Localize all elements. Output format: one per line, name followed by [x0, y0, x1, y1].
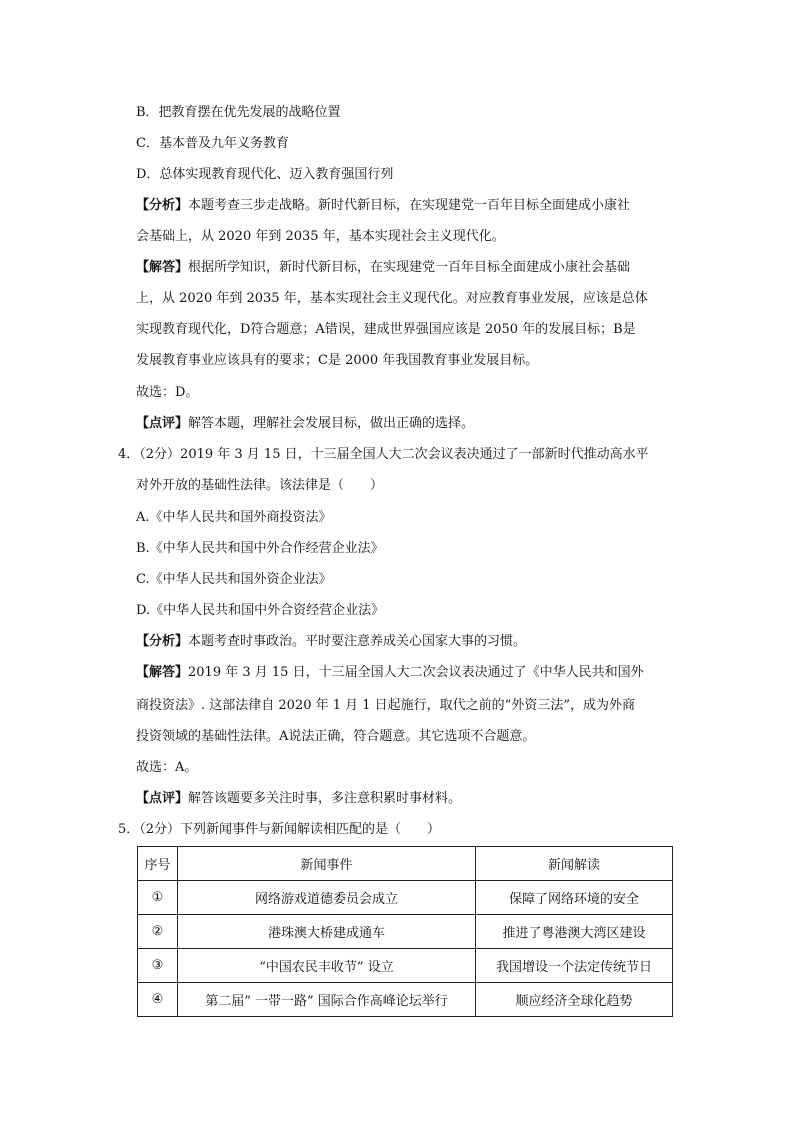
table-row [138, 983, 673, 1017]
row-event: 港珠澳大桥建成通车 [178, 915, 476, 949]
q4-option-b: B.《中华人民共和国中外合作经营企业法》 [136, 541, 384, 556]
row-index: ③ [138, 949, 178, 983]
comment-text: 解答该题要多关注时事，多注意积累时事材料。 [188, 791, 462, 806]
row-index: ② [138, 915, 178, 949]
q4-comment [136, 791, 461, 807]
q5-stem: 5．（2分）下列新闻事件与新闻解读相匹配的是（ ） [118, 822, 441, 837]
q3-option-d: D．总体实现教育现代化、迈入教育强国行列 [136, 167, 394, 182]
analysis-text: 本题考查时事政治。平时要注意养成关心国家大事的习惯。 [188, 634, 527, 649]
row-interpretation: 保障了网络环境的安全 [476, 881, 673, 915]
q4-answer-line2: 商投资法》. 这部法律自 2020 年 1 月 1 日起施行，取代之前的“外资三法”，成为外商 [136, 698, 635, 713]
news-table [137, 846, 673, 1017]
comment-text: 解答本题，理解社会发展目标，做出正确的选择。 [188, 416, 475, 431]
analysis-tag: 【分析】 [136, 198, 189, 213]
q4-stem-line1: 4．（2分）2019 年 3 月 15 日，十三届全国人大二次会议表决通过了一部新时代推动高水平 [118, 447, 649, 462]
q3-answer-line2: 上，从 2020 年到 2035 年，基本实现社会主义现代化。对应教育事业发展，应该是总体 [136, 291, 648, 306]
answer-text: 2019 年 3 月 15 日，十三届全国人大二次会议表决通过了《中华人民共和国外 [188, 665, 644, 680]
q4-choose: 故选：A。 [136, 760, 198, 775]
row-interpretation: 我国增设一个法定传统节日 [476, 949, 673, 983]
row-index: ① [138, 881, 178, 915]
comment-tag: 【点评】 [136, 416, 189, 431]
q4-stem-line2: 对外开放的基础性法律。该法律是（ ） [136, 478, 384, 493]
q3-comment [136, 416, 474, 432]
answer-text: 根据所学知识，新时代新目标，在实现建党一百年目标全面建成小康社会基础 [188, 260, 631, 275]
q3-answer-line1 [136, 260, 630, 276]
row-interpretation: 推进了粤港澳大湾区建设 [476, 915, 673, 949]
q3-answer-line4: 发展教育事业应该具有的要求；C是 2000 年我国教育事业发展目标。 [136, 353, 539, 368]
row-event: 第二届” 一带一路” 国际合作高峰论坛举行 [178, 983, 476, 1017]
row-interpretation: 顺应经济全球化趋势 [476, 983, 673, 1017]
row-index: ④ [138, 983, 178, 1017]
header-event: 新闻事件 [178, 847, 476, 881]
q4-option-d: D.《中华人民共和国中外合资经营企业法》 [136, 603, 385, 618]
table-header-row [138, 847, 673, 881]
answer-tag: 【解答】 [136, 665, 189, 680]
q4-option-a: A.《中华人民共和国外商投资法》 [136, 510, 332, 525]
header-interpretation: 新闻解读 [476, 847, 673, 881]
table-row [138, 915, 673, 949]
q4-option-c: C.《中华人民共和国外资企业法》 [136, 572, 332, 587]
comment-tag: 【点评】 [136, 791, 189, 806]
table-row [138, 881, 673, 915]
row-event: “中国农民丰收节” 设立 [178, 949, 476, 983]
analysis-tag: 【分析】 [136, 634, 189, 649]
q3-option-c: C．基本普及九年义务教育 [136, 136, 289, 151]
q3-option-b: B．把教育摆在优先发展的战略位置 [136, 105, 341, 120]
q3-analysis-line2: 会基础上，从 2020 年到 2035 年，基本实现社会主义现代化。 [136, 229, 505, 244]
answer-tag: 【解答】 [136, 260, 189, 275]
q3-answer-line3: 实现教育现代化，D符合题意；A错误，建成世界强国应该是 2050 年的发展目标；B是 [136, 322, 636, 337]
q4-answer-line3: 投资领域的基础性法律。A说法正确，符合题意。其它选项不合题意。 [136, 729, 536, 744]
table-row [138, 949, 673, 983]
row-event: 网络游戏道德委员会成立 [178, 881, 476, 915]
q3-choose: 故选：D。 [136, 385, 199, 400]
q3-analysis-line1 [136, 198, 630, 214]
analysis-text: 本题考查三步走战略。新时代新目标，在实现建党一百年目标全面建成小康社 [188, 198, 631, 213]
header-index: 序号 [138, 847, 178, 881]
q4-analysis [136, 634, 526, 650]
q4-answer-line1 [136, 665, 644, 681]
